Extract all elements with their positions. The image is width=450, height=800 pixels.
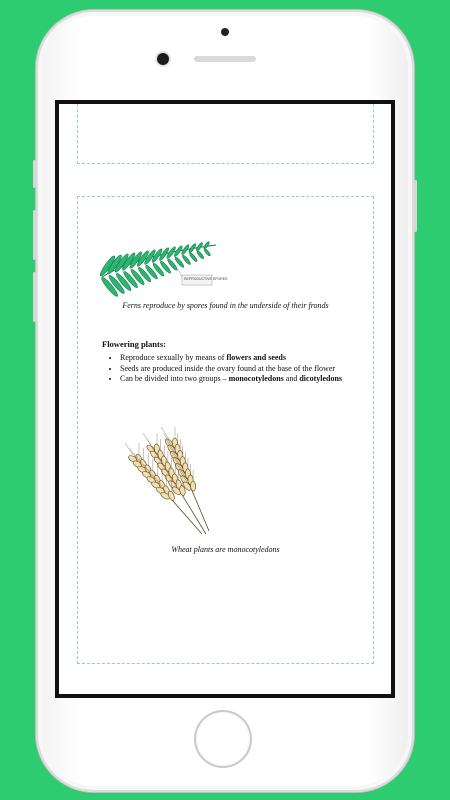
bullet-item: • Seeds are produced inside the ovary found at the base of the flower	[120, 364, 380, 375]
home-button[interactable]	[194, 710, 252, 768]
volume-down-button	[33, 272, 36, 322]
mute-switch	[33, 160, 36, 188]
document-page-previous	[77, 104, 374, 164]
flowering-bullet-list	[102, 353, 380, 385]
fern-illustration-icon	[98, 227, 248, 297]
wheat-caption: Wheat plants are monocotyledons	[171, 545, 280, 554]
bullet-item: • Can be divided into two groups – monocotyledons and dicotyledons	[120, 374, 380, 385]
power-button	[414, 180, 417, 232]
earpiece-speaker	[194, 56, 256, 62]
screen-bezel	[55, 100, 395, 698]
document-page	[77, 196, 374, 664]
fern-caption: Ferns reproduce by spores found in the underside of their fronds	[122, 301, 329, 310]
flowering-plants-heading: Flowering plants:	[102, 339, 166, 349]
document-viewer[interactable]	[59, 104, 391, 694]
wheat-illustration-icon	[114, 419, 224, 539]
bullet-item: • Reproduce sexually by means of flowers and seeds	[120, 353, 380, 364]
sensor-dot	[221, 28, 229, 36]
fern-spore-label: REPRODUCTIVE SPORES	[184, 277, 228, 281]
volume-up-button	[33, 210, 36, 260]
front-camera	[157, 53, 169, 65]
